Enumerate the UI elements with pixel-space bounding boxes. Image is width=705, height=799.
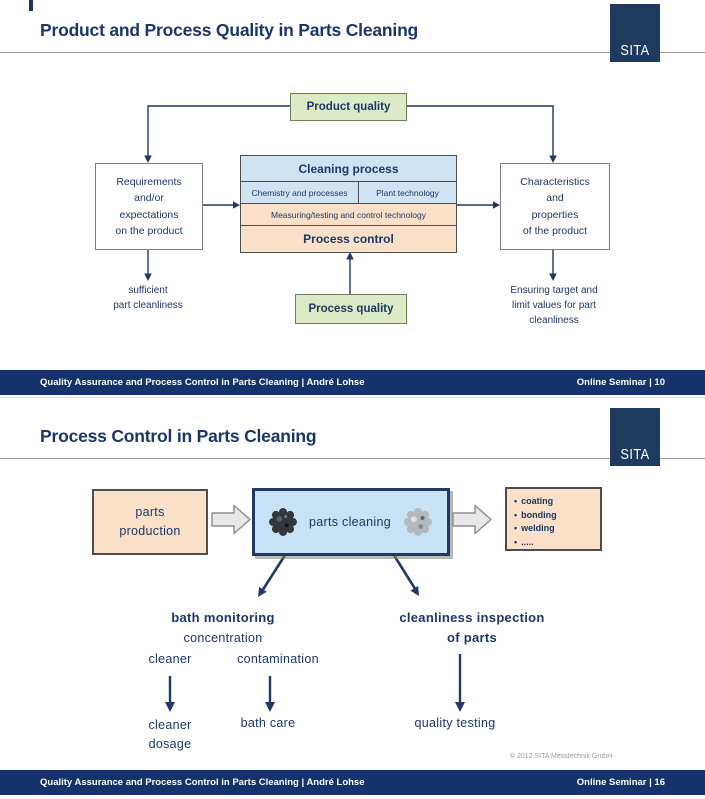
plant-technology-cell: Plant technology [376, 187, 439, 198]
slide2-footer [0, 770, 705, 795]
bath-care-label: bath care [240, 716, 296, 730]
slide1-footer [0, 370, 705, 395]
footer-left-text: Quality Assurance and Process Control in Parts Cleaning | André Lohse [40, 777, 365, 788]
ensuring-target-note [495, 283, 613, 328]
slide-1 [0, 0, 705, 399]
characteristics-line: Characteristics [520, 175, 590, 188]
bullet-icon: • [514, 509, 518, 520]
process-quality-label: Process quality [308, 303, 394, 315]
cleaning-process-stack [240, 155, 457, 253]
sita-logo-text: SITA [620, 447, 650, 463]
footer-left-text: Quality Assurance and Process Control in Parts Cleaning | André Lohse [40, 377, 365, 388]
characteristics-box [500, 163, 610, 250]
characteristics-line: properties [531, 208, 579, 221]
output-label: bonding [521, 509, 557, 520]
parts-cleaning-label: parts cleaning [308, 515, 392, 529]
slide2-connector-lines [0, 400, 705, 799]
bullet-icon: • [514, 536, 518, 547]
output-label: welding [521, 523, 555, 533]
process-control-row: Process control [241, 225, 456, 252]
quality-testing-label: quality testing [414, 716, 496, 730]
output-item [514, 522, 593, 536]
slide-separator [0, 397, 705, 398]
parts-cleaning-box [252, 488, 450, 556]
parts-production-line: production [119, 524, 181, 538]
block-arrow [212, 506, 250, 534]
output-item [514, 509, 593, 523]
copyright-text: © 2012 SITA Messtechnik GmbH [509, 753, 613, 760]
measuring-row: Measuring/testing and control technology [241, 203, 456, 225]
product-quality-label: Product quality [306, 101, 391, 113]
sita-logo-text: SITA [620, 43, 650, 59]
cleaner-label: cleaner [148, 652, 192, 666]
concentration-label: concentration [183, 631, 263, 645]
contamination-label: contamination [237, 652, 319, 666]
footer-page-number: Online Seminar | 10 [576, 377, 665, 388]
process-quality-box [295, 294, 407, 324]
note-line: limit values for part [512, 300, 596, 311]
outputs-box [505, 487, 602, 551]
sufficient-cleanliness-note [95, 283, 201, 313]
requirements-box [95, 163, 203, 250]
requirements-line: Requirements [116, 175, 182, 188]
cleaner-dosage-line: dosage [148, 737, 192, 752]
cleaner-dosage-label [135, 716, 205, 755]
chemistry-cell: Chemistry and processes [241, 182, 359, 203]
slide1-title-rule [0, 52, 705, 53]
cleaning-process-header: Cleaning process [241, 156, 456, 181]
sita-logo [610, 4, 660, 62]
characteristics-line: and [546, 192, 564, 205]
parts-production-line: parts [135, 505, 165, 520]
gear-icon-light [399, 504, 437, 540]
bath-monitoring-label: bath monitoring [171, 610, 275, 625]
requirements-line: and/or [134, 192, 164, 205]
of-parts-label: of parts [446, 630, 498, 645]
output-item [514, 495, 593, 509]
requirements-line: on the product [115, 224, 183, 237]
cleanliness-inspection-label: cleanliness inspection [399, 610, 545, 625]
slide2-title: Process Control in Parts Cleaning [40, 426, 317, 446]
parts-production-box [92, 489, 208, 555]
bullet-icon: • [514, 523, 518, 533]
block-arrow [453, 506, 491, 534]
output-label: coating [521, 496, 554, 506]
product-quality-box [290, 93, 407, 121]
bullet-icon: • [514, 496, 518, 506]
slide1-title: Product and Process Quality in Parts Cleaning [40, 20, 419, 40]
cleaner-dosage-line: cleaner [148, 718, 192, 732]
output-label: ..... [521, 536, 534, 547]
output-item [514, 536, 593, 550]
gear-icon-dark [265, 504, 301, 540]
note-line: sufficient [128, 285, 168, 296]
footer-page-number: Online Seminar | 16 [576, 777, 665, 788]
slide2-title-rule [0, 458, 705, 459]
note-line: part cleanliness [113, 300, 183, 311]
note-line: Ensuring target and [510, 285, 598, 296]
slide-2 [0, 400, 705, 799]
requirements-line: expectations [119, 208, 179, 221]
note-line: cleanliness [529, 315, 579, 326]
sita-logo [610, 408, 660, 466]
characteristics-line: of the product [522, 224, 588, 237]
slide1-corner-mark [29, 0, 33, 11]
